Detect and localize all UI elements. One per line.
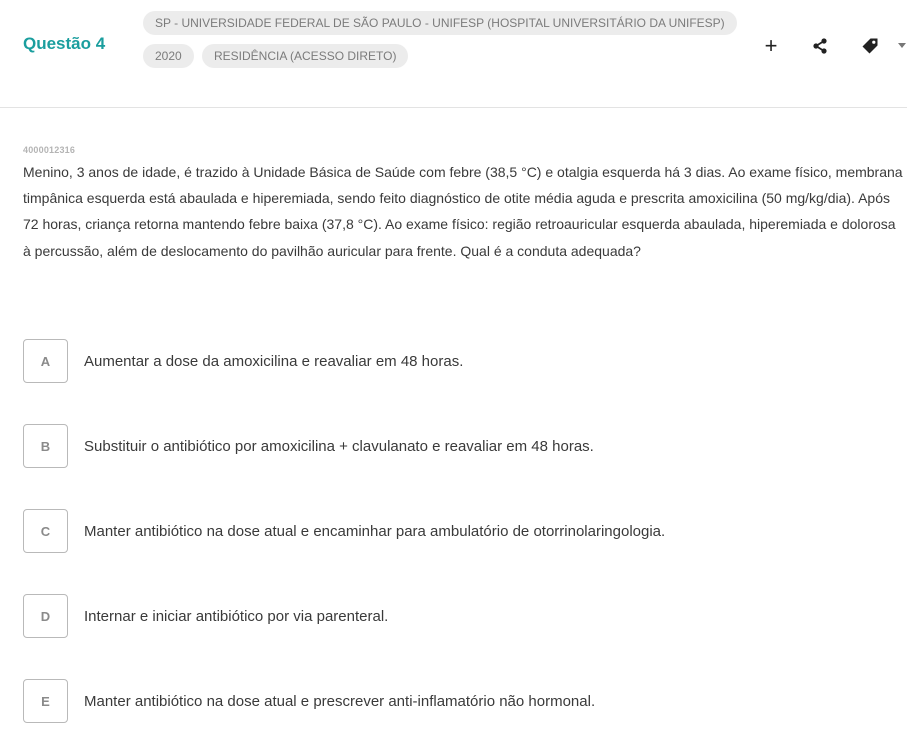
option-letter-box[interactable]: E	[23, 679, 68, 723]
institution-chip[interactable]: SP - UNIVERSIDADE FEDERAL DE SÃO PAULO - UNIFESP (HOSPITAL UNIVERSITÁRIO DA UNIFESP)	[143, 11, 737, 35]
question-number-title: Questão 4	[23, 34, 106, 53]
option-d[interactable]	[23, 593, 883, 639]
option-letter-box[interactable]: B	[23, 424, 68, 468]
option-b[interactable]	[23, 423, 883, 469]
option-text: Substituir o antibiótico por amoxicilina + clavulanato e reavaliar em 48 horas.	[84, 437, 594, 455]
tag-icon[interactable]	[859, 35, 881, 57]
exam-type-chip[interactable]: RESIDÊNCIA (ACESSO DIRETO)	[202, 44, 408, 68]
option-text: Internar e iniciar antibiótico por via parenteral.	[84, 607, 389, 625]
option-a[interactable]	[23, 338, 883, 384]
option-letter-box[interactable]: D	[23, 594, 68, 638]
plus-icon[interactable]: +	[764, 33, 778, 58]
question-id: 4000012316	[23, 145, 76, 155]
option-letter-box[interactable]: C	[23, 509, 68, 553]
option-c[interactable]	[23, 508, 883, 554]
question-statement: Menino, 3 anos de idade, é trazido à Unidade Básica de Saúde com febre (38,5 °C) e otalgia esquerda há 3 dias. Ao exame físico, membrana timpânica esquerda está abaulada e hiperemiada, sendo feito diagnóstico de otite média aguda e prescrita amoxicilina (50 mg/kg/dia). Após 72 horas, criança retorna mantendo febre baixa (37,8 °C). Ao exame físico: região retroauricular esquerda abaulada, hiperemiada e dolorosa à percussão, além de deslocamento do pavilhão auricular para frente. Qual é a conduta adequada?	[23, 164, 903, 259]
option-text: Manter antibiótico na dose atual e encaminhar para ambulatório de otorrinolaringologia.	[84, 522, 666, 540]
option-letter-box[interactable]: A	[23, 339, 68, 383]
share-icon[interactable]	[809, 35, 831, 57]
option-e[interactable]	[23, 678, 883, 724]
year-chip[interactable]: 2020	[143, 44, 194, 68]
option-text: Aumentar a dose da amoxicilina e reavaliar em 48 horas.	[84, 352, 464, 370]
caret-down-icon[interactable]	[895, 38, 907, 54]
option-text: Manter antibiótico na dose atual e prescrever anti-inflamatório não hormonal.	[84, 692, 596, 710]
question-header	[0, 0, 907, 108]
